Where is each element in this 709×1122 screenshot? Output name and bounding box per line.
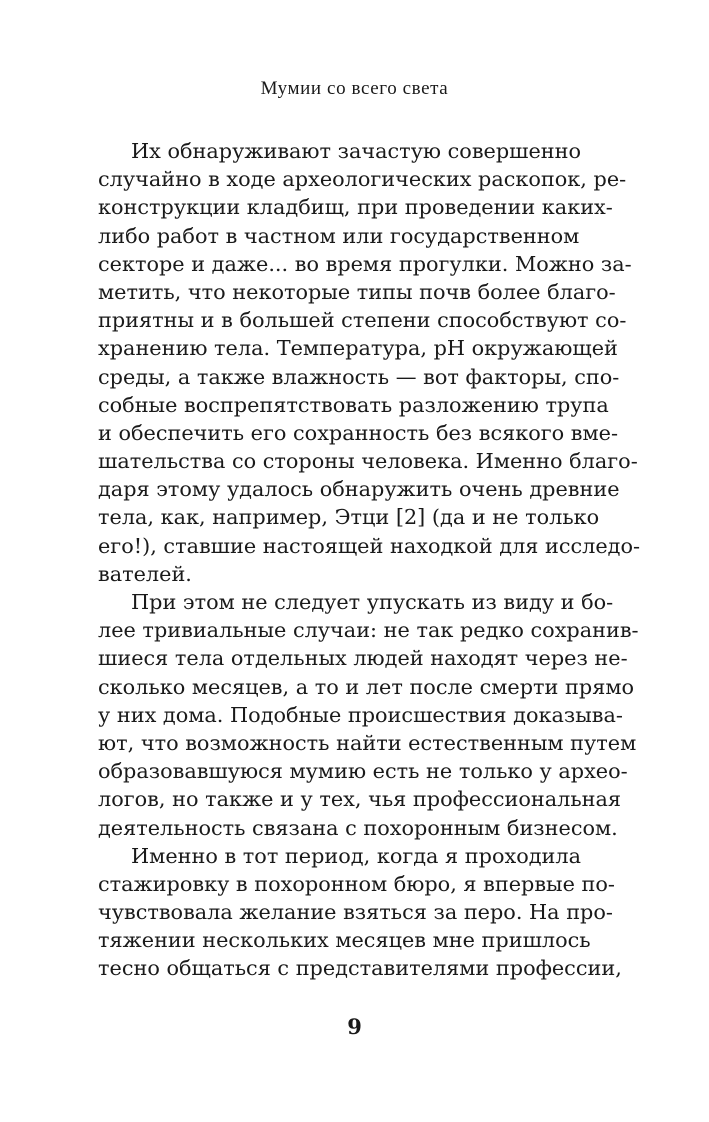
running-head: Мумии со всего света	[260, 78, 449, 99]
text-line: его!), ставшие настоящей находкой для исследо-	[98, 533, 641, 558]
text-line: При этом не следует упускать из виду и бо-	[131, 590, 614, 614]
text-line: у них дома. Подобные происшествия доказыва-	[98, 702, 623, 727]
text-line: шиеся тела отдельных людей находят через не-	[98, 646, 628, 671]
text-line: приятны и в большей степени способствуют со-	[98, 308, 627, 333]
text-line: среды, а также влажность — вот факторы, спо-	[98, 364, 620, 389]
text-line: шательства со стороны человека. Именно благо-	[98, 449, 638, 474]
text-line: Именно в тот период, когда я проходила	[131, 843, 582, 868]
text-line: тела, как, например, Этци [2] (да и не только	[98, 505, 600, 530]
paragraph	[98, 137, 641, 588]
text-line: стажировку в похоронном бюро, я впервые по-	[98, 871, 615, 896]
text-line: метить, что некоторые типы почв более благо-	[98, 279, 616, 304]
text-line: образовавшуюся мумию есть не только у архео-	[98, 759, 628, 784]
body-text	[98, 137, 641, 983]
text-line: собные воспрепятствовать разложению трупа	[98, 392, 609, 417]
page-number: 9	[347, 1014, 362, 1039]
text-line: вателей.	[98, 561, 192, 586]
text-line: и обеспечить его сохранность без всякого вме-	[98, 420, 618, 445]
text-line: деятельность связана с похоронным бизнесом.	[98, 815, 618, 840]
text-line: хранению тела. Температура, pH окружающей	[98, 336, 618, 361]
text-line: логов, но также и у тех, чья профессиональная	[98, 787, 622, 812]
text-line: лее тривиальные случаи: не так редко сохранив-	[98, 618, 639, 643]
text-line: случайно в ходе археологических раскопок, ре-	[98, 167, 627, 192]
text-line: сколько месяцев, а то и лет после смерти прямо	[98, 674, 635, 699]
text-line: тяжении нескольких месяцев мне пришлось	[98, 928, 591, 953]
text-line: ют, что возможность найти естественным путем	[98, 730, 637, 755]
paragraph	[98, 842, 622, 983]
text-line: чувствовала желание взяться за перо. На про-	[98, 900, 613, 925]
paragraph	[98, 588, 639, 842]
text-line: Их обнаруживают зачастую совершенно	[131, 139, 582, 163]
text-line: тесно общаться с представителями профессии,	[98, 956, 622, 981]
text-line: либо работ в частном или государственном	[98, 223, 580, 248]
text-line: секторе и даже... во время прогулки. Можно за-	[98, 251, 632, 276]
text-line: даря этому удалось обнаружить очень древние	[98, 477, 620, 502]
text-line: конструкции кладбищ, при проведении каких-	[98, 195, 613, 220]
